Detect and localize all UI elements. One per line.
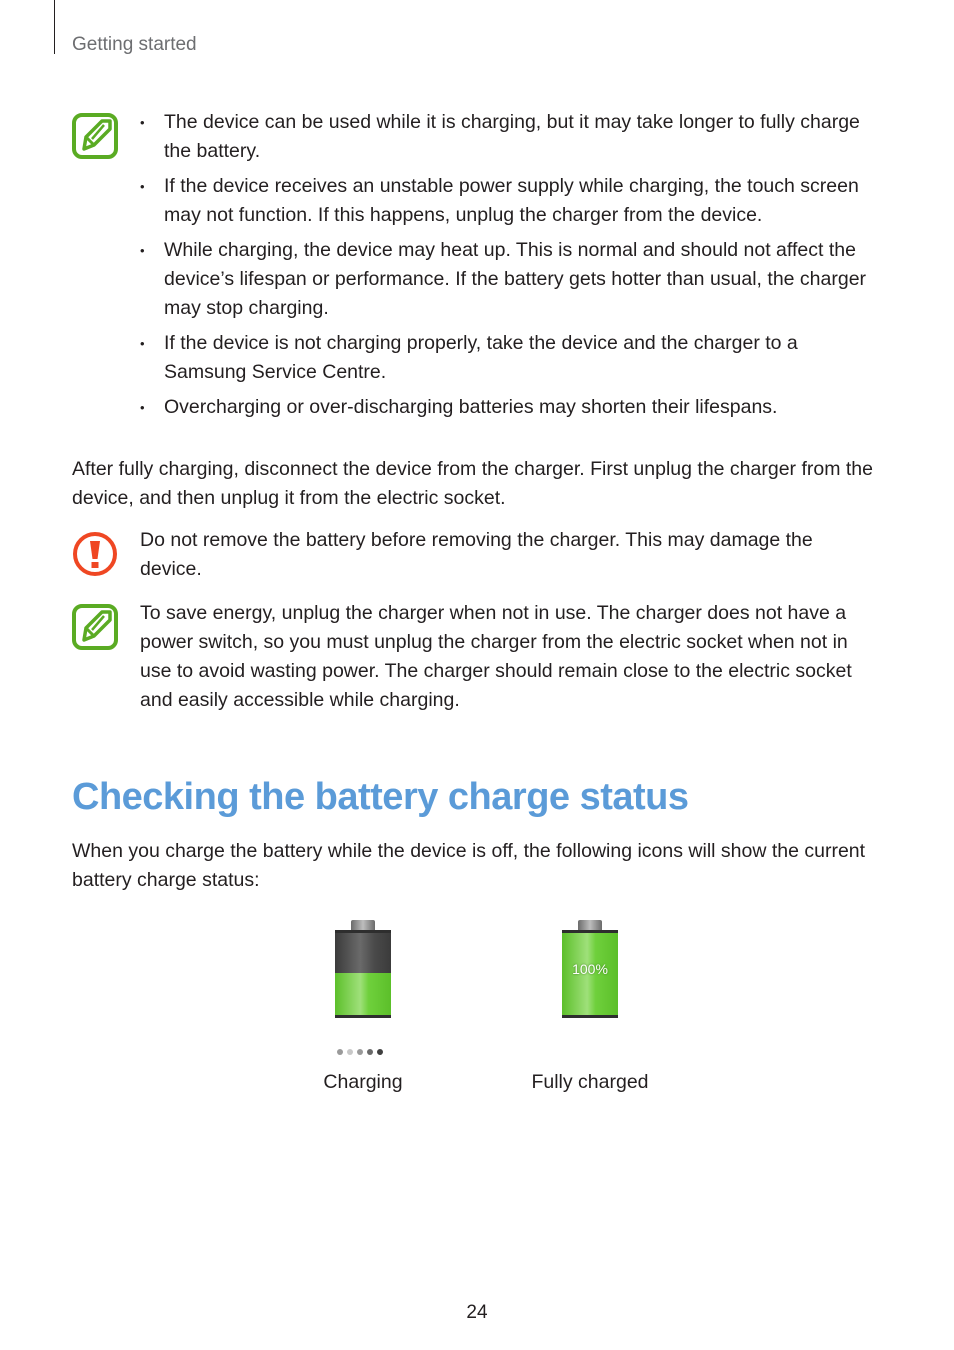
battery-percent-label: 100% (572, 961, 608, 977)
header-rule (54, 0, 55, 54)
battery-full-icon (562, 920, 618, 1020)
section-label: Getting started (72, 34, 197, 55)
section-heading: Checking the battery charge status (72, 776, 689, 818)
note-bullet: • If the device is not charging properly, take the device and the charger to a Samsung Service Centre. (140, 329, 880, 387)
page-number: 24 (466, 1302, 488, 1323)
fully-charged-caption: Fully charged (531, 1071, 649, 1093)
note-bullet-list (140, 108, 880, 428)
caution-text: Do not remove the battery before removing the charger. This may damage the device. (140, 529, 813, 580)
charging-caption: Charging (323, 1071, 403, 1093)
energy-note-text: To save energy, unplug the charger when not in use. The charger does not have a power switch, so you must unplug the charger from the electric socket when not in use to avoid wasting power. The charger should remain close to the electric socket and easily accessible while charging. (140, 602, 852, 711)
charging-progress-dots (337, 1049, 383, 1055)
note-pencil-icon (72, 604, 118, 650)
note-bullet: • If the device receives an unstable power supply while charging, the touch screen may not function. If this happens, unplug the charger from the device. (140, 172, 880, 230)
section-intro: When you charge the battery while the device is off, the following icons will show the current battery charge status: (72, 840, 866, 891)
note-pencil-icon (72, 113, 118, 159)
caution-exclamation-icon (72, 531, 118, 577)
note-bullet: • While charging, the device may heat up. This is normal and should not affect the device’s lifespan or performance. If the battery gets hotter than usual, the charger may stop charging. (140, 236, 880, 323)
note-bullet: • Overcharging or over-discharging batteries may shorten their lifespans. (140, 393, 880, 422)
after-charging-paragraph: After fully charging, disconnect the device from the charger. First unplug the charger from the device, and then unplug it from the electric socket. (72, 458, 873, 509)
note-bullet: • The device can be used while it is charging, but it may take longer to fully charge the battery. (140, 108, 880, 166)
battery-charging-icon (335, 920, 391, 1020)
